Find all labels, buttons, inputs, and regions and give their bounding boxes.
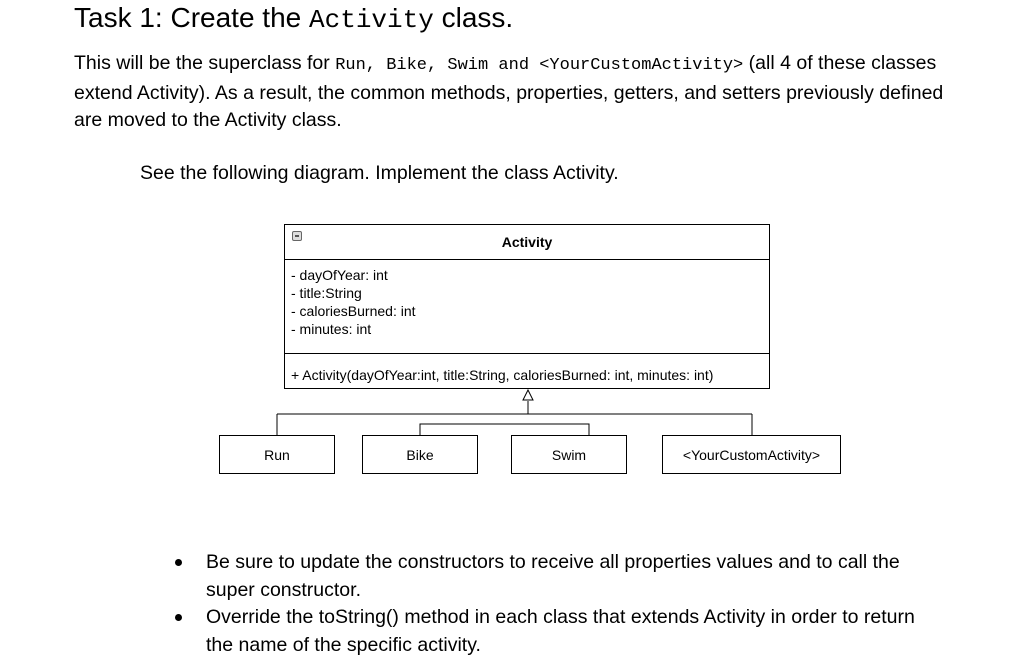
heading-prefix: Task 1: Create the — [74, 2, 310, 33]
diagram-instruction: See the following diagram. Implement the class Activity. — [140, 162, 619, 184]
heading-class-name: Activity — [309, 5, 434, 35]
intro-text-start: This will be the superclass for — [74, 52, 336, 74]
uml-constructor: + Activity(dayOfYear:int, title:String, caloriesBurned: int, minutes: int) — [291, 367, 714, 383]
intro-text-end: (all 4 of these classes extend Activity). As a result, the common methods, properties, getters, and setters previously defined are moved to the Activity class. — [74, 52, 944, 131]
list-item — [206, 604, 946, 659]
uml-class-bike: Bike — [362, 435, 478, 474]
uml-attribute: - caloriesBurned: int — [291, 303, 416, 319]
bullet-icon — [175, 614, 182, 621]
intro-class-list: Run, Bike, Swim and <YourCustomActivity> — [335, 56, 744, 75]
generalization-arrow-icon — [523, 390, 533, 400]
requirement-text: Be sure to update the constructors to receive all properties values and to call the super constructor. — [206, 551, 900, 601]
uml-class-swim: Swim — [511, 435, 627, 474]
requirement-text: Override the toString() method in each class that extends Activity in order to return the name of the specific activity. — [206, 606, 915, 656]
uml-attribute: - title:String — [291, 285, 362, 301]
connector-bike-swim — [420, 424, 589, 435]
bullet-icon — [175, 559, 182, 566]
heading-suffix: class. — [433, 2, 514, 33]
uml-attribute: - dayOfYear: int — [291, 267, 388, 283]
uml-class-name: Activity — [501, 234, 553, 250]
uml-class-custom-activity: <YourCustomActivity> — [662, 435, 841, 474]
list-item — [206, 549, 946, 604]
uml-class-run: Run — [219, 435, 335, 474]
uml-attribute: - minutes: int — [291, 321, 372, 337]
